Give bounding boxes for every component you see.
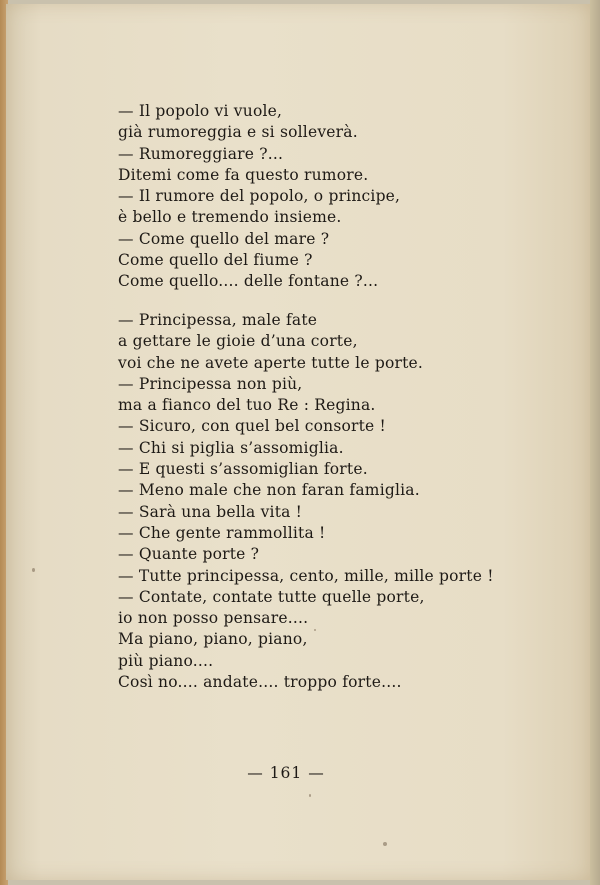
poem-line: ma a fianco del tuo Re : Regina.	[118, 396, 376, 415]
paper-speck	[309, 794, 311, 797]
poem-line: — Meno male che non faran famiglia.	[118, 481, 420, 500]
poem-line: più piano....	[118, 651, 214, 670]
poem-line: — Il popolo vi vuole,	[118, 102, 283, 120]
poem-line: voi che ne avete aperte tutte le porte.	[118, 353, 424, 372]
poem-line: — Sarà una bella vita !	[118, 502, 303, 521]
poem-line: Come quello.... delle fontane ?...	[118, 272, 379, 291]
page-number: — 161 —	[247, 764, 325, 782]
poem-line: a gettare le gioie d’una corte,	[118, 332, 358, 351]
poem-line: — Che gente rammollita !	[118, 523, 326, 542]
poem-line: — Contate, contate tutte quelle porte,	[118, 587, 425, 606]
poem-line: — Tutte principessa, cento, mille, mille porte !	[118, 566, 494, 585]
poem-stanza-2	[118, 310, 494, 693]
poem-line: — Chi si piglia s’assomiglia.	[118, 438, 344, 457]
poem-line: già rumoreggia e si solleverà.	[118, 123, 358, 142]
poem-line: — Il rumore del popolo, o principe,	[118, 187, 401, 206]
poem-line: io non posso pensare....	[118, 609, 309, 628]
poem-line: — Rumoreggiare ?...	[118, 144, 284, 163]
poem-line: Ma piano, piano, piano,	[118, 630, 308, 649]
paper-speck	[32, 568, 35, 572]
poem-line: è bello e tremendo insieme.	[118, 208, 342, 227]
poem-line: Così no.... andate.... troppo forte....	[118, 673, 402, 692]
poem-line: Come quello del fiume ?	[118, 251, 313, 270]
paper-speck	[383, 842, 387, 846]
page-stack-edge	[590, 0, 600, 885]
poem-line: — Quante porte ?	[118, 545, 260, 564]
poem-line: — Principessa non più,	[118, 374, 303, 393]
poem-line: — Sicuro, con quel bel consorte !	[118, 417, 386, 436]
poem-line: Ditemi come fa questo rumore.	[118, 165, 369, 184]
book-page	[6, 4, 590, 880]
poem-stanza-1	[118, 101, 400, 293]
poem-line: — Come quello del mare ?	[118, 229, 330, 248]
poem-line: — Principessa, male fate	[118, 311, 318, 329]
poem-line: — E questi s’assomiglian forte.	[118, 460, 368, 479]
